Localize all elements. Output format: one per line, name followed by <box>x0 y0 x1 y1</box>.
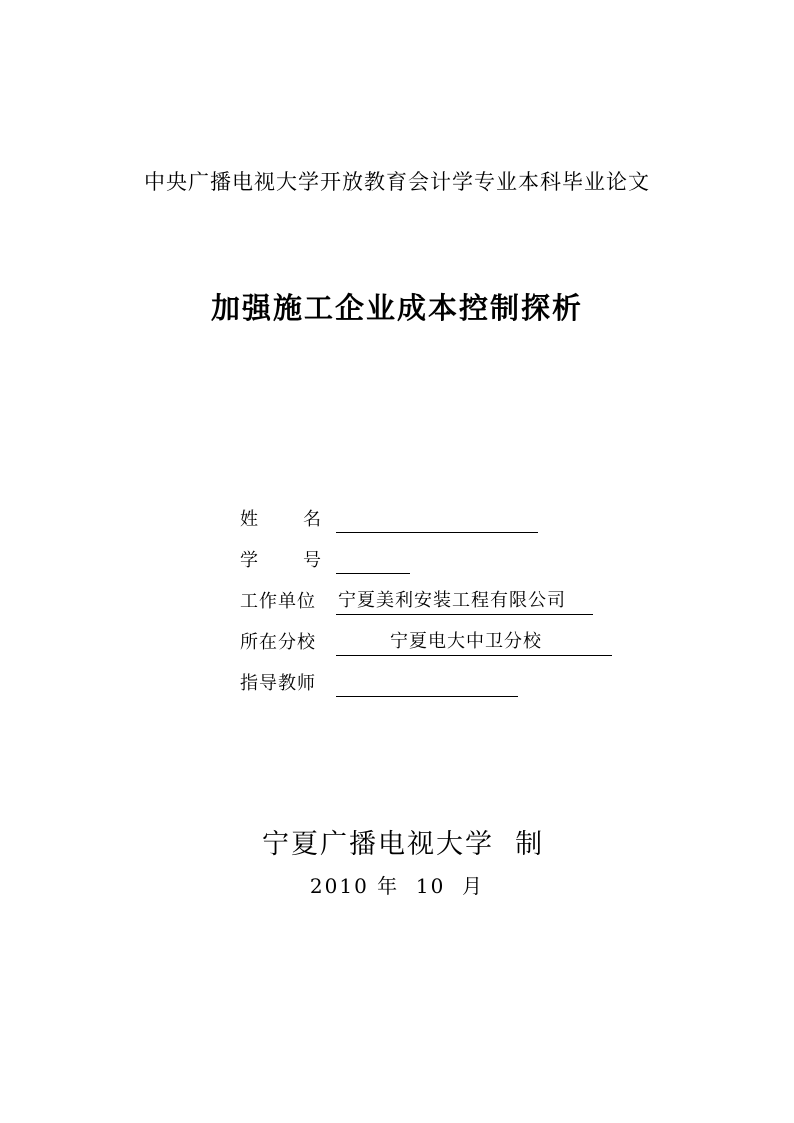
advisor-field <box>336 670 518 697</box>
issuing-organization: 宁夏广播电视大学 制 <box>262 829 545 860</box>
student-id-label: 学 号 <box>240 550 322 571</box>
work-unit-field: 宁夏美利安装工程有限公司 <box>336 588 593 615</box>
branch-school-label: 所在分校 <box>240 632 316 653</box>
info-row-advisor <box>240 667 518 697</box>
work-unit-label: 工作单位 <box>240 591 316 612</box>
program-subtitle: 中央广播电视大学开放教育会计学专业本科毕业论文 <box>144 170 650 194</box>
name-label: 姓 名 <box>240 509 322 530</box>
info-row-name <box>240 503 538 533</box>
info-row-student-id <box>240 544 410 574</box>
student-id-field <box>336 547 410 574</box>
info-row-work-unit <box>240 585 593 615</box>
thesis-title: 加强施工企业成本控制探析 <box>210 291 583 325</box>
name-field <box>336 506 538 533</box>
branch-school-field: 宁夏电大中卫分校 <box>336 629 612 656</box>
issue-date: 2010 年 10 月 <box>309 874 485 898</box>
info-row-branch-school <box>240 626 612 656</box>
advisor-label: 指导教师 <box>240 673 316 694</box>
